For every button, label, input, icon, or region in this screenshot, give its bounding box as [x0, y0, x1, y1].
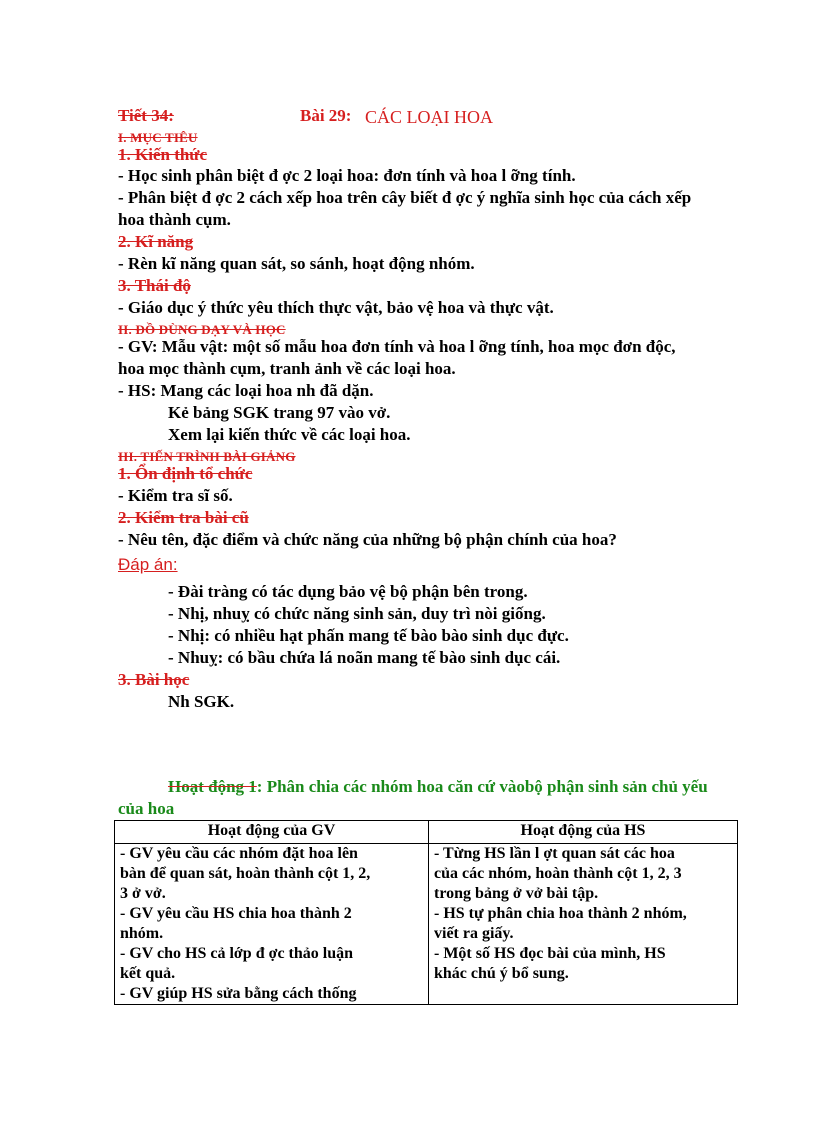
answer-line-3: - Nhị: có nhiều hạt phấn mang tế bào bào sinh dục đực.	[168, 626, 569, 645]
subheading-review: 2. Kiểm tra bài cũ	[118, 508, 249, 527]
subheading-knowledge: 1. Kiến thức	[118, 145, 208, 164]
lesson-title: CÁC LOẠI HOA	[365, 107, 493, 127]
gv-line: 3 ở vở.	[120, 885, 166, 902]
activity-table	[114, 820, 738, 1005]
section-heading-objectives: I. MỤC TIÊU	[118, 130, 198, 145]
activity-heading	[168, 777, 708, 797]
table-header-gv: Hoạt động của GV	[115, 821, 429, 844]
activity-text-1: : Phân chia các nhóm hoa căn cứ vàobộ phận sinh sản chủ yếu	[256, 777, 708, 796]
answer-line-2: - Nhị, nhuỵ có chức năng sinh sản, duy trì nòi giống.	[168, 604, 546, 623]
organization-line: - Kiểm tra sĩ số.	[118, 486, 233, 505]
answer-label: Đáp án:	[118, 555, 178, 574]
gv-line: kết quả.	[120, 965, 176, 982]
materials-line-3: - HS: Mang các loại hoa nh đã dặn.	[118, 381, 374, 400]
gv-line: - GV yêu cầu HS chia hoa thành 2	[120, 905, 352, 922]
gv-cell	[115, 844, 429, 1005]
materials-indented-1: Kẻ bảng SGK trang 97 vào vở.	[168, 403, 391, 422]
knowledge-line-2: - Phân biệt đ ợc 2 cách xếp hoa trên cây biết đ ợc ý nghĩa sinh học của cách xếp	[118, 188, 692, 207]
section-heading-materials: II. ĐỒ DÙNG DẠY VÀ HỌC	[118, 322, 286, 337]
hs-line: - HS tự phân chia hoa thành 2 nhóm,	[434, 905, 687, 922]
materials-line-2: hoa mọc thành cụm, tranh ảnh về các loại hoa.	[118, 359, 456, 378]
attitude-line: - Giáo dục ý thức yêu thích thực vật, bảo vệ hoa và thực vật.	[118, 298, 554, 317]
gv-line: nhóm.	[120, 925, 164, 942]
answer-line-1: - Đài tràng có tác dụng bảo vệ bộ phận bên trong.	[168, 582, 528, 601]
gv-line: - GV giúp HS sửa bằng cách thống	[120, 985, 357, 1002]
subheading-skills: 2. Kĩ năng	[118, 232, 194, 251]
hs-cell	[429, 844, 738, 1005]
lesson-number: Tiết 34:	[118, 106, 174, 125]
gv-line: - GV yêu cầu các nhóm đặt hoa lên	[120, 845, 358, 862]
activity-label: Hoạt động 1	[168, 777, 257, 796]
table-header-row	[115, 821, 738, 844]
knowledge-line-1: - Học sinh phân biệt đ ợc 2 loại hoa: đơn tính và hoa l ỡng tính.	[118, 166, 576, 185]
table-row	[115, 844, 738, 1005]
gv-line: - GV cho HS cả lớp đ ợc thảo luận	[120, 945, 354, 962]
hs-line: của các nhóm, hoàn thành cột 1, 2, 3	[434, 865, 682, 882]
materials-indented-2: Xem lại kiến thức về các loại hoa.	[168, 425, 411, 444]
gv-line: bàn để quan sát, hoàn thành cột 1, 2,	[120, 865, 371, 882]
hs-line: viết ra giấy.	[434, 925, 514, 942]
subheading-attitude: 3. Thái độ	[118, 276, 191, 295]
subheading-organization: 1. Ổn định tổ chức	[118, 464, 253, 483]
skills-line: - Rèn kĩ năng quan sát, so sánh, hoạt động nhóm.	[118, 254, 475, 273]
hs-line: khác chú ý bổ sung.	[434, 965, 569, 982]
activity-text-2: của hoa	[118, 799, 175, 818]
review-question: - Nêu tên, đặc điểm và chức năng của những bộ phận chính của hoa?	[118, 530, 617, 549]
knowledge-line-3: hoa thành cụm.	[118, 210, 231, 229]
answer-line-4: - Nhuỵ: có bầu chứa lá noãn mang tế bào sinh dục cái.	[168, 648, 561, 667]
subheading-lesson: 3. Bài học	[118, 670, 190, 689]
hs-line: - Từng HS lần l ợt quan sát các hoa	[434, 845, 675, 862]
table-header-hs: Hoạt động của HS	[429, 821, 738, 844]
section-heading-procedure: III. TIẾN TRÌNH BÀI GIẢNG	[118, 449, 296, 464]
hs-line: - Một số HS đọc bài của mình, HS	[434, 945, 666, 962]
hs-line: trong bảng ở vở bài tập.	[434, 885, 599, 902]
lesson-line: Nh SGK.	[168, 692, 235, 711]
lesson-title-prefix: Bài 29:	[300, 106, 352, 125]
materials-line-1: - GV: Mẫu vật: một số mẫu hoa đơn tính và hoa l ỡng tính, hoa mọc đơn độc,	[118, 337, 676, 356]
